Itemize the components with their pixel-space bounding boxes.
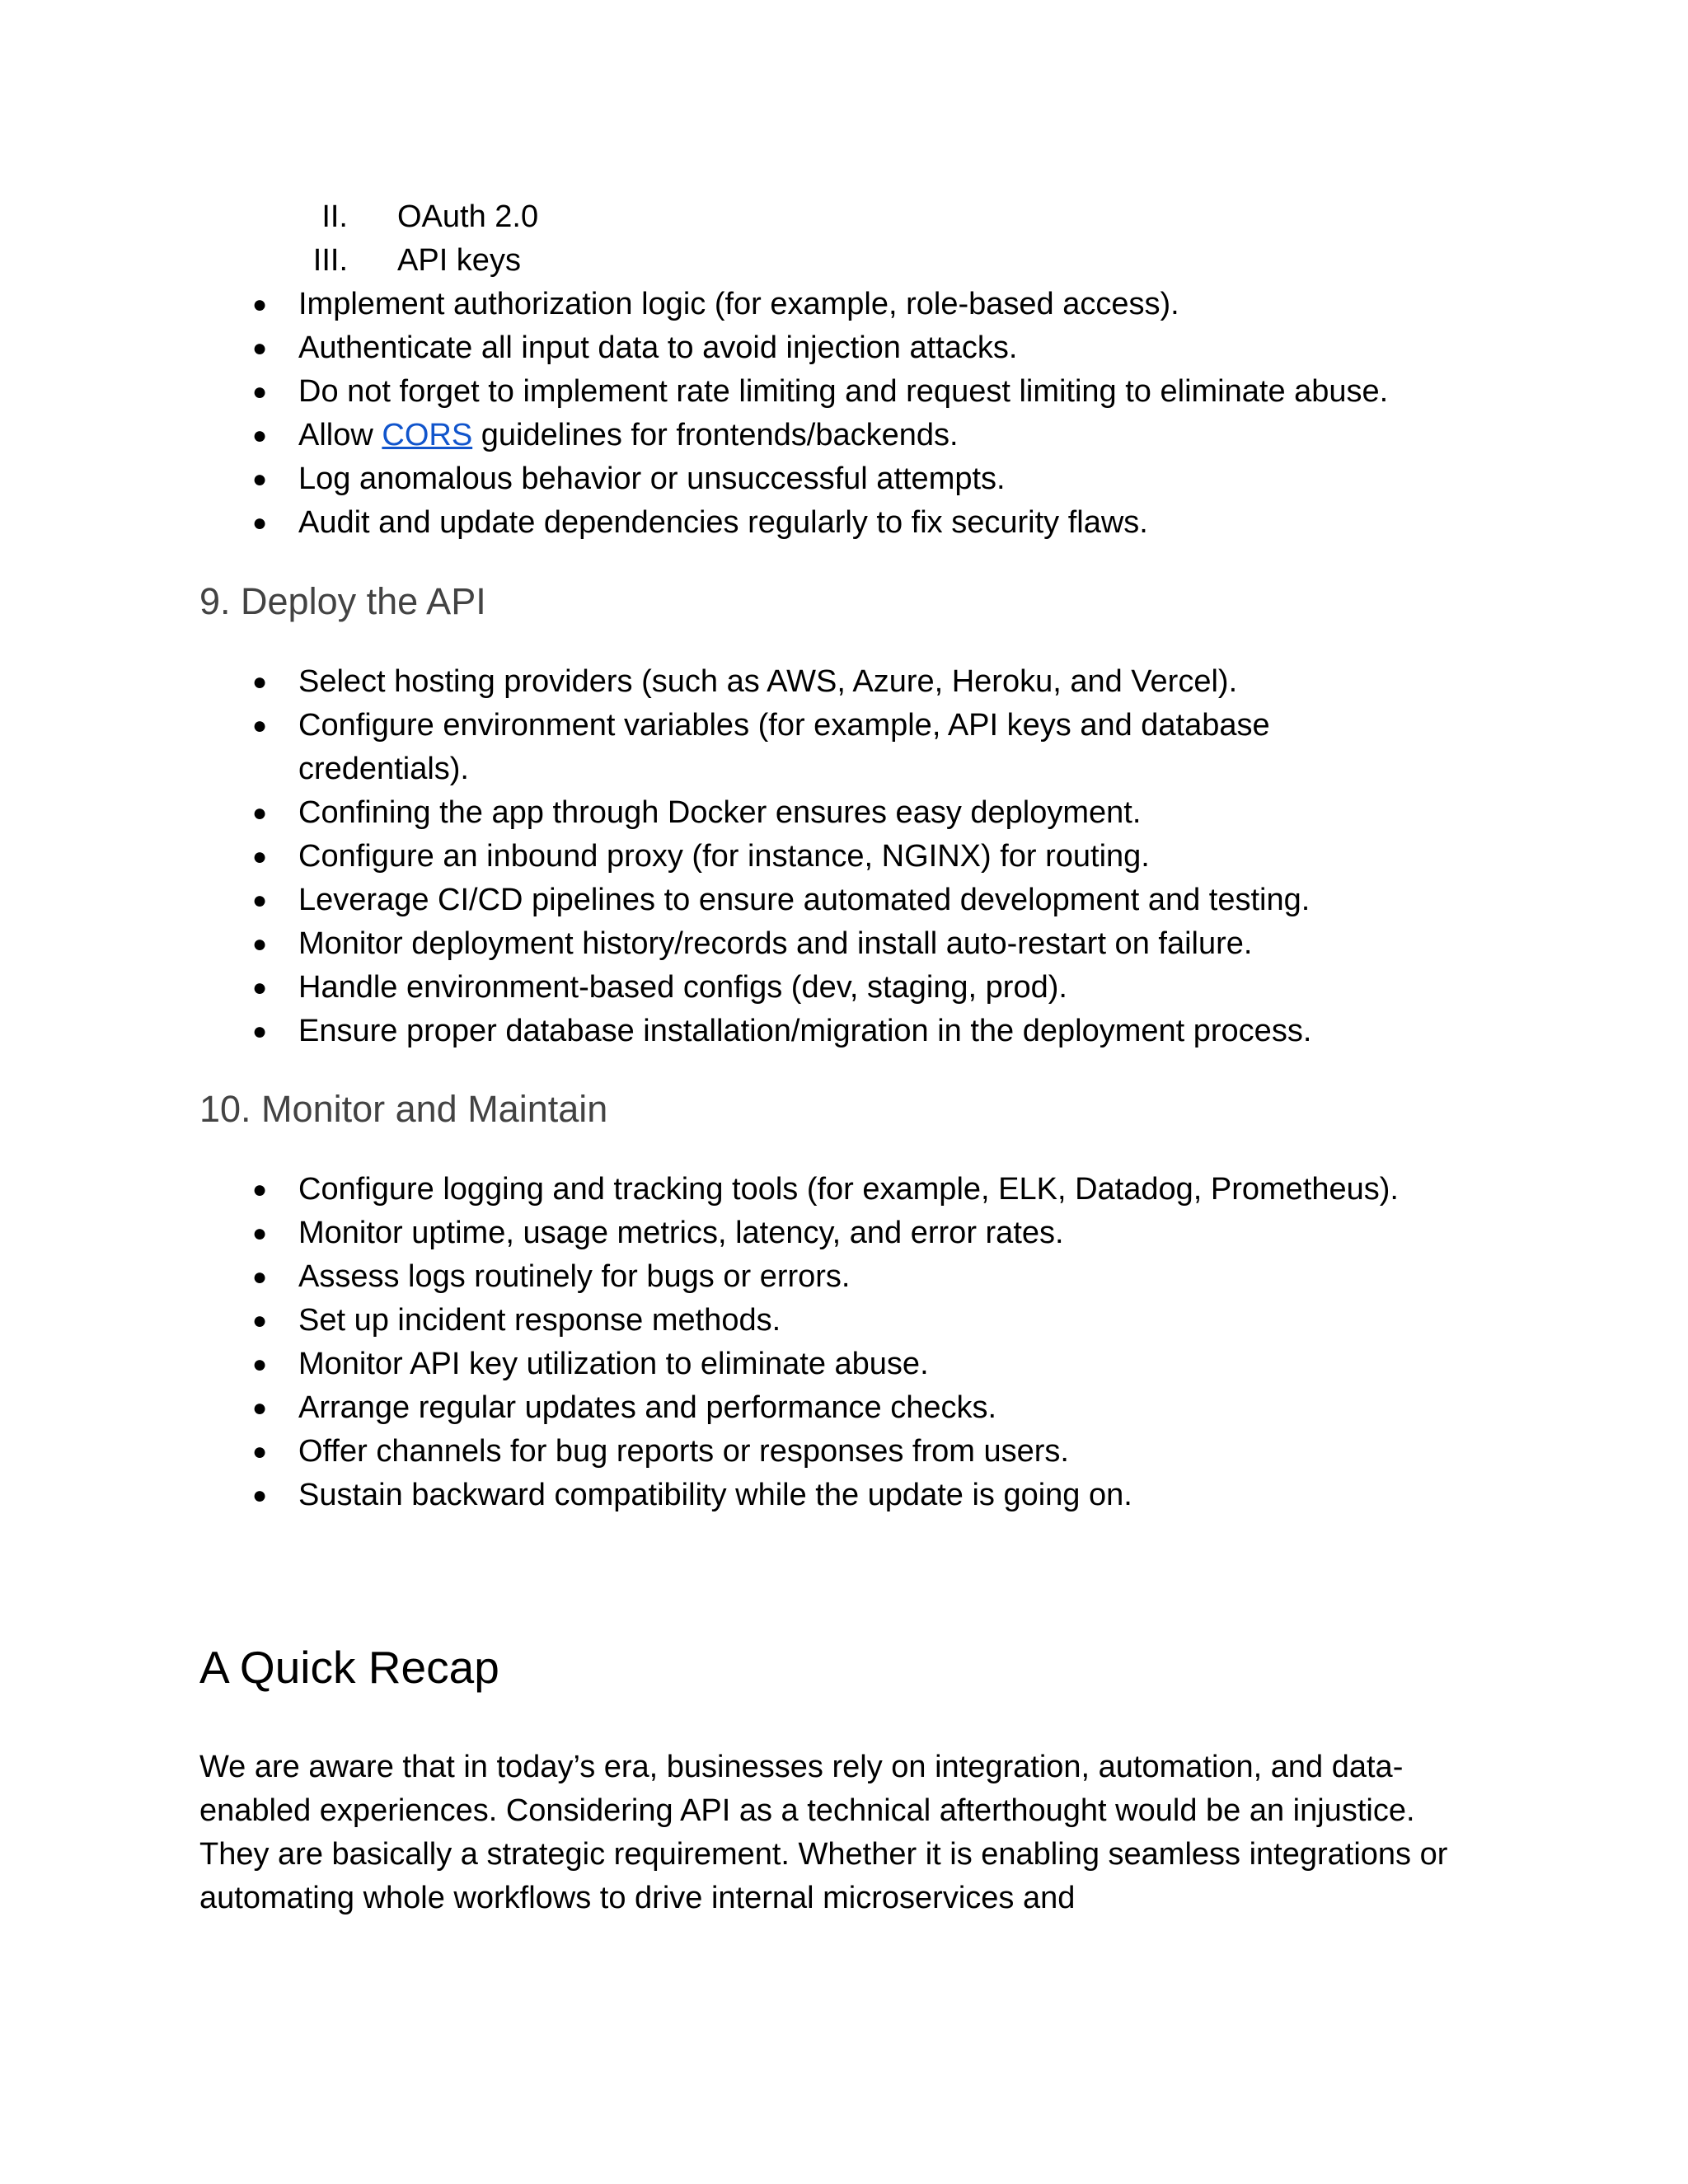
bullet-icon: ● xyxy=(252,422,268,449)
bullet-icon: ● xyxy=(252,509,268,537)
list-item-text: Configure environment variables (for example, API keys and database credentials). xyxy=(298,708,1270,786)
list-item-text: API keys xyxy=(397,243,521,278)
list-number: II. xyxy=(321,199,348,234)
deploy-heading: 9. Deploy the API xyxy=(199,580,486,622)
bullet-icon: ● xyxy=(252,1263,268,1291)
list-item xyxy=(0,704,1362,791)
list-item-text: Assess logs routinely for bugs or errors. xyxy=(298,1259,851,1294)
list-item-text: OAuth 2.0 xyxy=(397,199,539,234)
list-item-text: Sustain backward compatibility while the update is going on. xyxy=(298,1478,1132,1512)
bullet-icon: ● xyxy=(252,1438,268,1465)
list-item xyxy=(0,966,1477,1010)
list-item xyxy=(0,414,1477,457)
list-item-text: Monitor deployment history/records and install auto-restart on failure. xyxy=(298,926,1253,961)
list-item xyxy=(0,1212,1477,1255)
list-item-text: Offer channels for bug reports or responses from users. xyxy=(298,1434,1069,1469)
list-item xyxy=(0,1168,1477,1212)
bullet-icon: ● xyxy=(252,335,268,362)
list-item-text: Ensure proper database installation/migration in the deployment process. xyxy=(298,1014,1312,1048)
security-bullets xyxy=(0,283,1688,545)
recap-paragraph: We are aware that in today’s era, businesses rely on integration, automation, and data-enabled experiences. Considering API as a technical afterthought would be an injustice. They are basically a strategic requirement. Whether it is enabling seamless integrations or automating whole workflows to drive internal microservices and xyxy=(199,1750,1448,1915)
list-item-text-suffix: guidelines for frontends/backends. xyxy=(472,418,959,452)
list-item-text: Configure logging and tracking tools (for example, ELK, Datadog, Prometheus). xyxy=(298,1172,1399,1207)
bullet-icon: ● xyxy=(252,1018,268,1045)
list-item xyxy=(0,660,1477,704)
bullet-icon: ● xyxy=(252,466,268,493)
list-item xyxy=(0,283,1477,326)
cors-link[interactable]: CORS xyxy=(382,418,473,452)
bullet-icon: ● xyxy=(252,1351,268,1378)
list-number: III. xyxy=(312,243,348,278)
list-item-text: Log anomalous behavior or unsuccessful attempts. xyxy=(298,462,1006,496)
bullet-icon: ● xyxy=(252,930,268,958)
monitor-bullets xyxy=(0,1168,1688,1517)
list-item xyxy=(0,501,1477,545)
list-item-text: Do not forget to implement rate limiting and request limiting to eliminate abuse. xyxy=(298,374,1389,409)
recap-heading: A Quick Recap xyxy=(199,1642,499,1693)
list-item xyxy=(0,922,1477,966)
list-item xyxy=(0,1010,1477,1053)
bullet-icon: ● xyxy=(252,974,268,1001)
list-item-text: Configure an inbound proxy (for instance, NGINX) for routing. xyxy=(298,839,1150,874)
bullet-icon: ● xyxy=(252,1176,268,1203)
list-item xyxy=(0,1386,1477,1430)
list-item xyxy=(0,835,1477,879)
bullet-icon: ● xyxy=(252,799,268,827)
bullet-icon: ● xyxy=(252,1307,268,1334)
list-item-text: Leverage CI/CD pipelines to ensure automated development and testing. xyxy=(298,883,1311,917)
list-item xyxy=(0,457,1477,501)
list-item-text: Set up incident response methods. xyxy=(298,1303,781,1338)
list-item xyxy=(0,1343,1477,1386)
bullet-icon: ● xyxy=(252,291,268,318)
bullet-icon: ● xyxy=(252,1482,268,1509)
list-item-text: Handle environment-based configs (dev, staging, prod). xyxy=(298,970,1067,1005)
list-item-text: Monitor API key utilization to eliminate abuse. xyxy=(298,1347,929,1381)
list-item-text: Implement authorization logic (for example, role-based access). xyxy=(298,287,1179,321)
monitor-heading: 10. Monitor and Maintain xyxy=(199,1088,608,1130)
list-item-text: Select hosting providers (such as AWS, Azure, Heroku, and Vercel). xyxy=(298,664,1238,699)
bullet-icon: ● xyxy=(252,887,268,914)
list-item xyxy=(0,1299,1477,1343)
bullet-icon: ● xyxy=(252,1220,268,1247)
list-item-text: Monitor uptime, usage metrics, latency, and error rates. xyxy=(298,1216,1064,1250)
list-item xyxy=(0,370,1477,414)
list-item-text: Confining the app through Docker ensures easy deployment. xyxy=(298,795,1142,830)
list-item-text: Authenticate all input data to avoid injection attacks. xyxy=(298,330,1018,365)
list-item-text: Arrange regular updates and performance checks. xyxy=(298,1390,997,1425)
list-item xyxy=(0,879,1477,922)
bullet-icon: ● xyxy=(252,378,268,405)
bullet-icon: ● xyxy=(252,1394,268,1422)
list-item xyxy=(0,326,1477,370)
list-item-text: Audit and update dependencies regularly to fix security flaws. xyxy=(298,505,1148,540)
bullet-icon: ● xyxy=(252,712,268,739)
list-item xyxy=(0,1255,1477,1299)
list-item xyxy=(0,1430,1477,1474)
list-item xyxy=(0,1474,1477,1517)
deploy-bullets xyxy=(0,660,1688,1053)
bullet-icon: ● xyxy=(252,843,268,870)
list-item xyxy=(0,791,1477,835)
bullet-icon: ● xyxy=(252,668,268,696)
list-item-text-prefix: Allow xyxy=(298,418,382,452)
